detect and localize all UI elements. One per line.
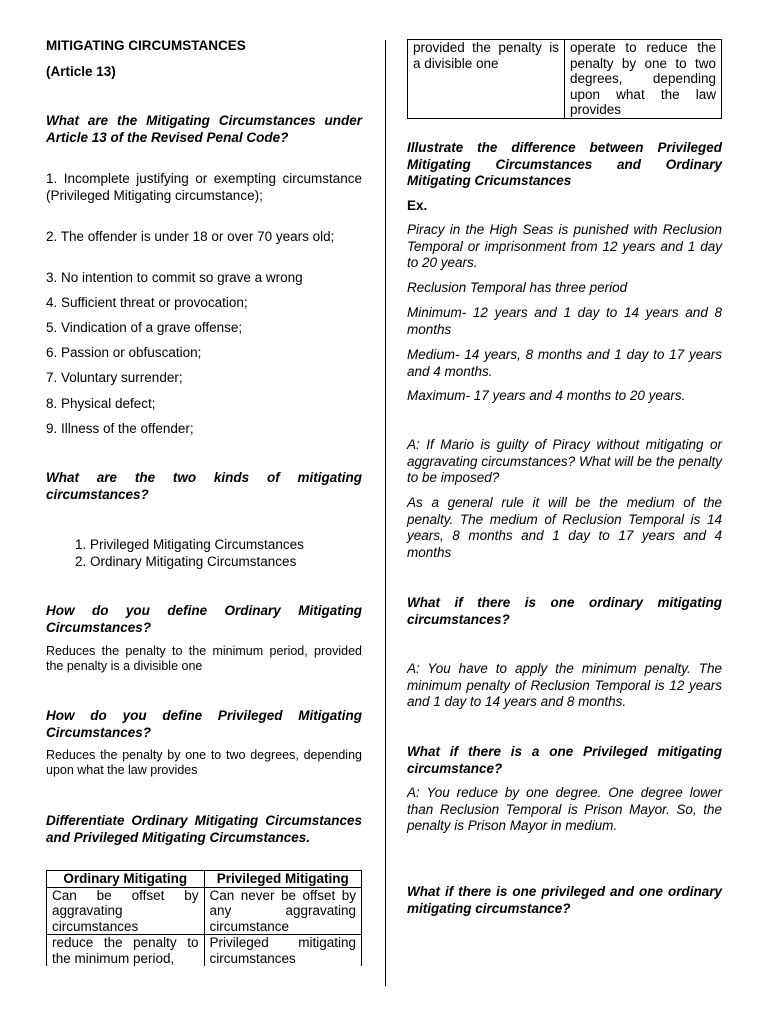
paragraph-minimum: Minimum- 12 years and 1 day to 14 years and 8 months	[407, 305, 722, 337]
question-differentiate: Differentiate Ordinary Mitigating Circumstances and Privileged Mitigating Circumstances.	[46, 813, 362, 845]
example-label: Ex.	[407, 198, 428, 213]
answer-one-privileged: A: You reduce by one degree. One degree lower than Reclusion Temporal is Prison Mayor. So, the penalty is Prison Mayor in medium.	[407, 785, 722, 833]
list-item: 6. Passion or obfuscation;	[46, 345, 202, 360]
column-divider	[385, 40, 386, 986]
paragraph-three-periods: Reclusion Temporal has three period	[407, 280, 628, 295]
list-item: 8. Physical defect;	[46, 396, 156, 411]
answer-privileged-definition: Reduces the penalty by one to two degrees, depending upon what the law provides	[46, 748, 362, 777]
question-mitigating-list: What are the Mitigating Circumstances under Article 13 of the Revised Penal Code?	[46, 113, 362, 145]
question-one-privileged: What if there is a one Privileged mitigating circumstance?	[407, 744, 722, 776]
comparison-table	[46, 870, 362, 966]
paragraph-general-rule: As a general rule it will be the medium of the penalty. The medium of Reclusion Temporal is 14 years, 8 months and 1 day to 17 years and 4 months	[407, 495, 722, 560]
question-one-ordinary: What if there is one ordinary mitigating circumstances?	[407, 595, 722, 627]
list-item: 7. Voluntary surrender;	[46, 370, 183, 385]
list-item: 1. Privileged Mitigating Circumstances	[90, 537, 362, 554]
list-item: 1. Incomplete justifying or exempting circumstance (Privileged Mitigating circumstance);	[46, 171, 362, 203]
list-item: 3. No intention to commit so grave a wrong	[46, 270, 303, 285]
question-illustrate: Illustrate the difference between Privileged Mitigating Circumstances and Ordinary Mitigating Cricumstances	[407, 140, 722, 188]
table-header-row	[47, 871, 362, 888]
list-item: 4. Sufficient threat or provocation;	[46, 295, 248, 310]
answer-one-ordinary: A: You have to apply the minimum penalty. The minimum penalty of Reclusion Temporal is 12 years and 1 day to 14 years and 8 months.	[407, 661, 722, 709]
question-privileged-definition: How do you define Privileged Mitigating Circumstances?	[46, 708, 362, 740]
paragraph-mario-question: A: If Mario is guilty of Piracy without mitigating or aggravating circumstances? What will be the penalty to be imposed?	[407, 437, 722, 485]
table-row	[47, 935, 362, 967]
paragraph-medium: Medium- 14 years, 8 months and 1 day to 17 years and 4 months.	[407, 347, 722, 379]
document-title: MITIGATING CIRCUMSTANCES	[46, 38, 246, 53]
list-item: 2. The offender is under 18 or over 70 years old;	[46, 229, 335, 244]
kinds-list	[46, 537, 362, 570]
table-cell: Can never be offset by any aggravating circumstance	[204, 887, 362, 935]
paragraph-maximum: Maximum- 17 years and 4 months to 20 years.	[407, 388, 686, 403]
question-privileged-and-ordinary: What if there is one privileged and one ordinary mitigating circumstance?	[407, 884, 722, 916]
list-item: 2. Ordinary Mitigating Circumstances	[90, 554, 362, 571]
table-cell: operate to reduce the penalty by one to two degrees, depending upon what the law provides	[565, 40, 722, 119]
comparison-table-continued	[407, 39, 722, 119]
table-cell: Privileged mitigating circumstances	[204, 935, 362, 967]
table-row	[47, 887, 362, 935]
list-item: 9. Illness of the offender;	[46, 421, 194, 436]
article-subtitle: (Article 13)	[46, 64, 116, 79]
table-cell: Can be offset by aggravating circumstances	[47, 887, 205, 935]
table-cell: provided the penalty is a divisible one	[408, 40, 565, 119]
paragraph-piracy: Piracy in the High Seas is punished with Reclusion Temporal or imprisonment from 12 years and 1 day to 20 years.	[407, 222, 722, 270]
question-ordinary-definition: How do you define Ordinary Mitigating Circumstances?	[46, 603, 362, 635]
answer-ordinary-definition: Reduces the penalty to the minimum period, provided the penalty is a divisible one	[46, 644, 362, 673]
table-cell: reduce the penalty to the minimum period,	[47, 935, 205, 967]
table-row	[408, 40, 722, 119]
table-header-cell: Ordinary Mitigating	[47, 871, 205, 888]
table-header-cell: Privileged Mitigating	[204, 871, 362, 888]
question-two-kinds: What are the two kinds of mitigating circumstances?	[46, 470, 362, 502]
list-item: 5. Vindication of a grave offense;	[46, 320, 243, 335]
